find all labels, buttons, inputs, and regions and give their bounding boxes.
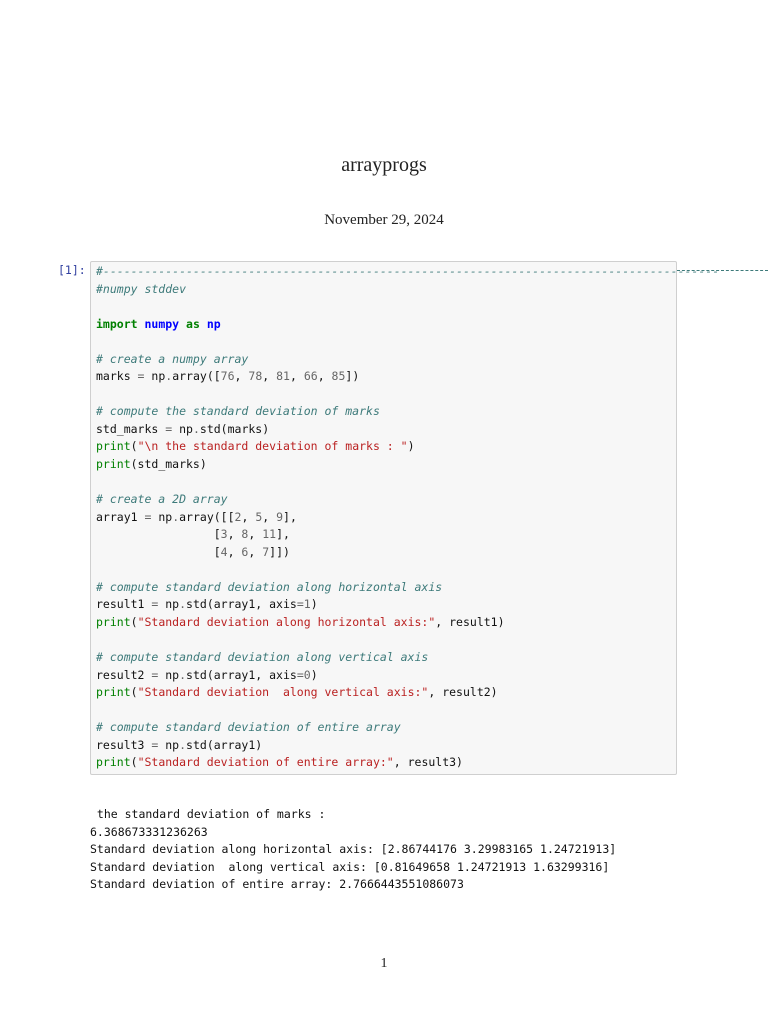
code-line (96, 298, 719, 316)
code-line: print("Standard deviation of entire array:", result3) (96, 755, 463, 770)
code-line: # compute the standard deviation of marks (96, 404, 380, 419)
page-number: 1 (380, 956, 388, 971)
code-cell[interactable] (90, 261, 720, 775)
code-line: print("\n the standard deviation of marks : ") (96, 439, 415, 454)
code-line: # create a 2D array (96, 492, 228, 507)
document-date: November 29, 2024 (324, 212, 444, 228)
code-line (96, 561, 719, 579)
code-line (96, 474, 719, 492)
output-line: Standard deviation along vertical axis: [0.81649658 1.24721913 1.63299316] (90, 859, 610, 874)
code-line: #numpy stddev (96, 281, 187, 296)
document-title: arrayprogs (341, 154, 427, 176)
code-line: # compute standard deviation of entire array (96, 720, 401, 735)
code-line: result2 = np.std(array1, axis=0) (96, 667, 318, 682)
code-line: result3 = np.std(array1) (96, 737, 263, 752)
code-block (96, 263, 719, 772)
output-line: Standard deviation along horizontal axis: [2.86744176 3.29983165 1.24721913] (90, 842, 617, 857)
code-line: print("Standard deviation along horizontal axis:", result1) (96, 614, 505, 629)
code-line: result1 = np.std(array1, axis=1) (96, 597, 318, 612)
code-line (96, 386, 719, 404)
code-line: # compute standard deviation along horizontal axis (96, 579, 443, 594)
code-line: print("Standard deviation along vertical axis:", result2) (96, 685, 498, 700)
code-line: import numpy as np (96, 316, 221, 331)
code-line (96, 702, 719, 720)
cell-prompt: [1]: (58, 263, 86, 277)
code-line: # create a numpy array (96, 351, 249, 366)
code-line: std_marks = np.std(marks) (96, 421, 270, 436)
code-line: [4, 6, 7]]) (96, 544, 290, 559)
comment-dash-overflow (677, 270, 768, 271)
code-line: [3, 8, 11], (96, 527, 290, 542)
code-line: array1 = np.array([[2, 5, 9], (96, 509, 297, 524)
cell-output (90, 806, 616, 894)
code-line: #----------------------------------------------------------------------------------------- (96, 264, 720, 278)
code-line (96, 333, 719, 351)
code-line (96, 631, 719, 649)
output-line: the standard deviation of marks : (90, 807, 326, 821)
output-line: 6.368673331236263 (90, 824, 208, 839)
code-line: print(std_marks) (96, 457, 207, 472)
code-line: # compute standard deviation along vertical axis (96, 650, 429, 665)
code-line: marks = np.array([76, 78, 81, 66, 85]) (96, 369, 360, 384)
output-line: Standard deviation of entire array: 2.7666443551086073 (90, 877, 464, 892)
